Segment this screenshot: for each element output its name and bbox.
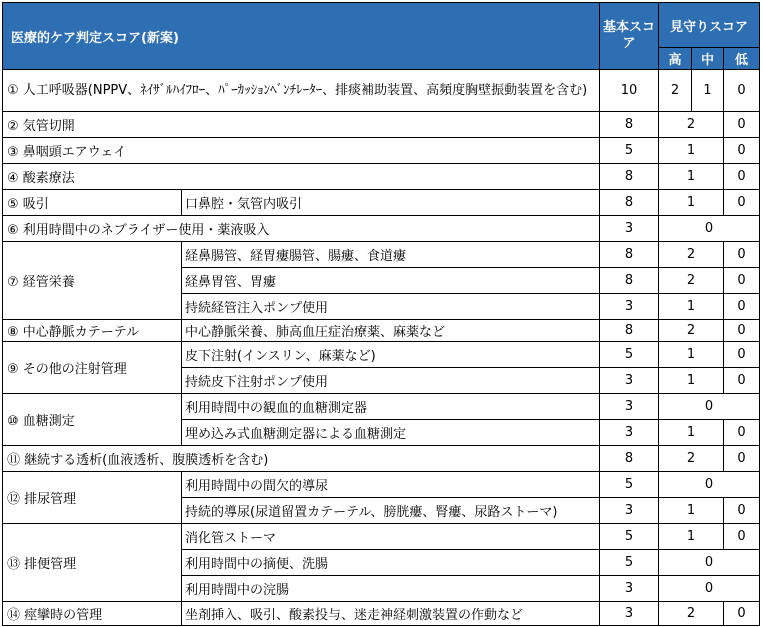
category-cell: ⑤ 吸引 — [3, 190, 182, 216]
high-mid-score-cell: 2 — [659, 320, 724, 342]
subitem-cell: 中心静脈栄養、肺高血圧症治療薬、麻薬など — [182, 320, 600, 342]
high-mid-score-cell: 1 — [659, 420, 724, 446]
low-score-cell: 0 — [724, 368, 760, 394]
category-cell: ④ 酸素療法 — [3, 164, 600, 190]
mid-header: 中 — [692, 48, 724, 70]
low-score-cell: 0 — [724, 320, 760, 342]
base-score-cell: 8 — [600, 242, 659, 268]
all-score-cell: 0 — [659, 472, 760, 498]
subitem-cell: 利用時間中の摘便、洗腸 — [182, 550, 600, 576]
base-score-cell: 8 — [600, 268, 659, 294]
table-row — [3, 190, 760, 216]
base-score-cell: 5 — [600, 138, 659, 164]
table-row — [3, 524, 760, 550]
table-row — [3, 394, 760, 420]
low-score-cell: 0 — [724, 138, 760, 164]
base-score-cell: 8 — [600, 190, 659, 216]
high-mid-score-cell: 2 — [659, 268, 724, 294]
base-score-cell: 8 — [600, 320, 659, 342]
subitem-cell: 利用時間中の浣腸 — [182, 576, 600, 602]
category-cell: ⑥ 利用時間中のネブライザー使用・薬液吸入 — [3, 216, 600, 242]
low-score-cell: 0 — [724, 342, 760, 368]
table-row — [3, 70, 760, 112]
category-cell: ⑨ その他の注射管理 — [3, 342, 182, 394]
base-score-cell: 3 — [600, 602, 659, 626]
category-cell: ③ 鼻咽頭エアウェイ — [3, 138, 600, 164]
high-header: 高 — [659, 48, 692, 70]
base-score-cell: 3 — [600, 576, 659, 602]
base-score-cell: 5 — [600, 550, 659, 576]
low-score-cell: 0 — [724, 242, 760, 268]
high-mid-score-cell: 1 — [659, 190, 724, 216]
table-row — [3, 602, 760, 626]
table-row — [3, 342, 760, 368]
low-score-cell: 0 — [724, 524, 760, 550]
base-score-cell: 5 — [600, 472, 659, 498]
low-score-cell: 0 — [724, 190, 760, 216]
mimamori-score-header: 見守りスコア — [659, 3, 760, 48]
low-header: 低 — [724, 48, 760, 70]
subitem-cell: 坐剤挿入、吸引、酸素投与、迷走神経刺激装置の作動など — [182, 602, 600, 626]
category-cell: ⑭ 痙攣時の管理 — [3, 602, 182, 626]
subitem-cell: 持続的導尿(尿道留置カテーテル、膀胱瘻、腎瘻、尿路ストーマ) — [182, 498, 600, 524]
subitem-cell: 経鼻腸管、経胃瘻腸管、腸瘻、食道瘻 — [182, 242, 600, 268]
high-score-cell: 2 — [659, 70, 692, 112]
high-mid-score-cell: 1 — [659, 342, 724, 368]
low-score-cell: 0 — [724, 498, 760, 524]
base-score-cell: 5 — [600, 524, 659, 550]
low-score-cell: 0 — [724, 294, 760, 320]
table-row — [3, 446, 760, 472]
low-score-cell: 0 — [724, 446, 760, 472]
high-mid-score-cell: 1 — [659, 164, 724, 190]
category-cell: ⑧ 中心静脈カテーテル — [3, 320, 182, 342]
low-score-cell: 0 — [724, 268, 760, 294]
high-mid-score-cell: 1 — [659, 138, 724, 164]
base-score-cell: 8 — [600, 164, 659, 190]
base-score-cell: 10 — [600, 70, 659, 112]
all-score-cell: 0 — [659, 216, 760, 242]
subitem-cell: 経鼻胃管、胃瘻 — [182, 268, 600, 294]
high-mid-score-cell: 1 — [659, 498, 724, 524]
low-score-cell: 0 — [724, 602, 760, 626]
category-cell: ⑫ 排尿管理 — [3, 472, 182, 524]
base-score-cell: 3 — [600, 498, 659, 524]
base-score-cell: 8 — [600, 112, 659, 138]
high-mid-score-cell: 2 — [659, 242, 724, 268]
low-score-cell: 0 — [724, 420, 760, 446]
base-score-cell: 3 — [600, 420, 659, 446]
category-cell: ⑦ 経管栄養 — [3, 242, 182, 320]
table-row — [3, 216, 760, 242]
subitem-cell: 持続経管注入ポンプ使用 — [182, 294, 600, 320]
table-title: 医療的ケア判定スコア(新案) — [3, 3, 600, 70]
subitem-cell: 利用時間中の観血的血糖測定器 — [182, 394, 600, 420]
low-score-cell: 0 — [724, 70, 760, 112]
subitem-cell: 利用時間中の間欠的導尿 — [182, 472, 600, 498]
category-cell: ⑩ 血糖測定 — [3, 394, 182, 446]
all-score-cell: 0 — [659, 394, 760, 420]
category-cell: ① 人工呼吸器(NPPV、ﾈｲｻﾞﾙﾊｲﾌﾛｰ、ﾊﾟｰｶｯｼｮﾝﾍﾞﾝﾁﾚｰﾀｰ、排痰補助装置、高頻度胸壁振動装置を含む) — [3, 70, 600, 112]
high-mid-score-cell: 2 — [659, 446, 724, 472]
high-mid-score-cell: 2 — [659, 602, 724, 626]
subitem-cell: 消化管ストーマ — [182, 524, 600, 550]
high-mid-score-cell: 1 — [659, 524, 724, 550]
category-cell: ⑬ 排便管理 — [3, 524, 182, 602]
table-row — [3, 472, 760, 498]
base-score-cell: 3 — [600, 294, 659, 320]
table-row — [3, 320, 760, 342]
base-score-cell: 5 — [600, 342, 659, 368]
table-row — [3, 242, 760, 268]
category-cell: ⑪ 継続する透析(血液透析、腹膜透析を含む) — [3, 446, 600, 472]
base-score-cell: 3 — [600, 216, 659, 242]
table-row — [3, 164, 760, 190]
base-score-cell: 3 — [600, 394, 659, 420]
high-mid-score-cell: 2 — [659, 112, 724, 138]
subitem-cell: 持続皮下注射ポンプ使用 — [182, 368, 600, 394]
table-row — [3, 138, 760, 164]
all-score-cell: 0 — [659, 576, 760, 602]
high-mid-score-cell: 1 — [659, 368, 724, 394]
all-score-cell: 0 — [659, 550, 760, 576]
subitem-cell: 皮下注射(インスリン、麻薬など) — [182, 342, 600, 368]
high-mid-score-cell: 1 — [659, 294, 724, 320]
low-score-cell: 0 — [724, 112, 760, 138]
mid-score-cell: 1 — [692, 70, 724, 112]
base-score-cell: 3 — [600, 368, 659, 394]
subitem-cell: 口鼻腔・気管内吸引 — [182, 190, 600, 216]
base-score-header: 基本スコア — [600, 3, 659, 70]
low-score-cell: 0 — [724, 164, 760, 190]
base-score-cell: 8 — [600, 446, 659, 472]
medical-care-score-table — [2, 2, 760, 626]
subitem-cell: 埋め込み式血糖測定器による血糖測定 — [182, 420, 600, 446]
category-cell: ② 気管切開 — [3, 112, 600, 138]
table-row — [3, 112, 760, 138]
